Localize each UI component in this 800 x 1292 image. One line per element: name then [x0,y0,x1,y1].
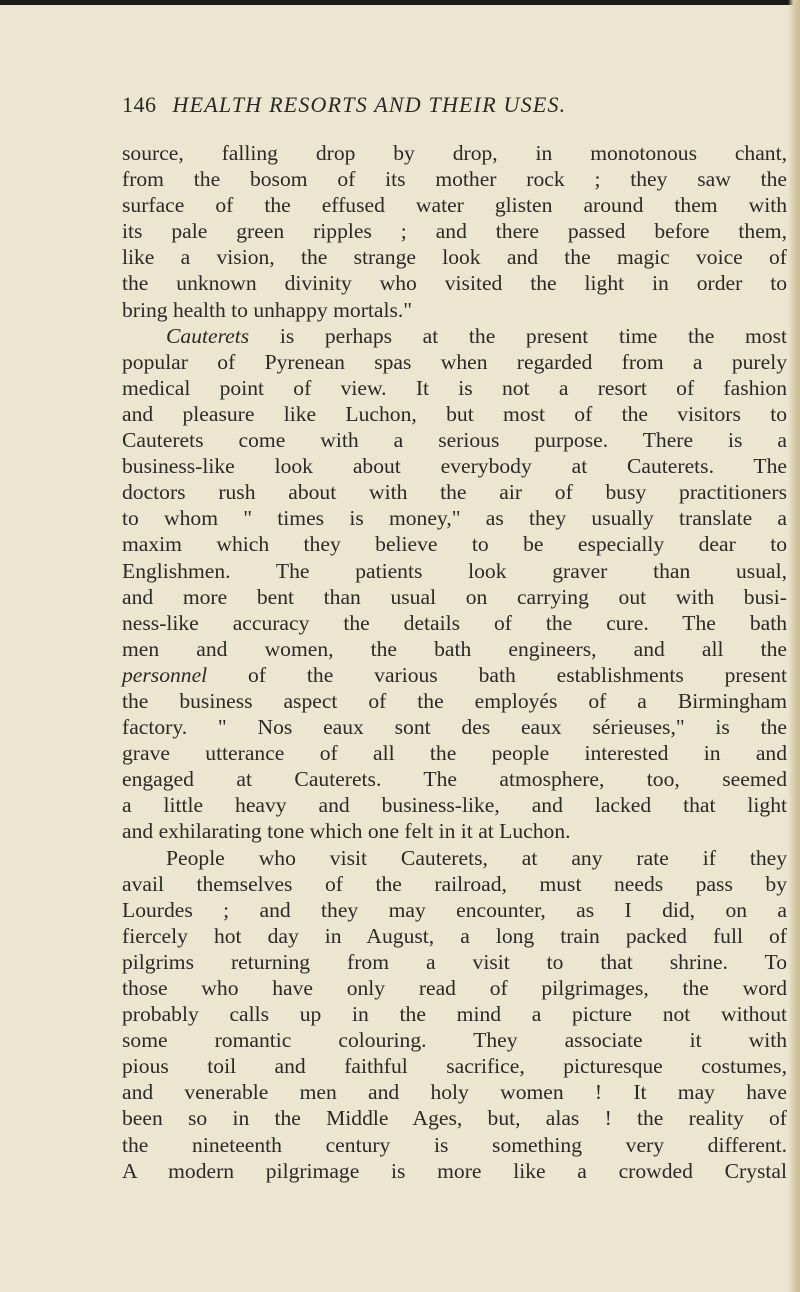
text-line: Cauterets come with a serious purpose. There is a [122,428,787,453]
text-line: probably calls up in the mind a picture not without [122,1002,787,1027]
text-line: its pale green ripples ; and there passed before them, [122,219,787,244]
text-line-rest: of the various bath establishments present [207,662,787,687]
text-line: men and women, the bath engineers, and all the [122,636,787,661]
text-line [122,662,787,688]
italic-term: personnel [122,662,208,687]
body-text [122,140,787,1184]
text-line: ness-like accuracy the details of the cure. The bath [122,610,787,635]
text-line: People who visit Cauterets, at any rate if they [166,845,787,870]
page-number: 146 [122,92,157,117]
text-line: those who have only read of pilgrimages, the word [122,976,787,1000]
text-line: avail themselves of the railroad, must needs pass by [122,871,787,896]
text-line: pilgrims returning from a visit to that shrine. To [122,949,787,974]
text-line: the unknown divinity who visited the light in order to [122,271,787,296]
text-line: and pleasure like Luchon, but most of the visitors to [122,401,787,426]
text-line: been so in the Middle Ages, but, alas ! the reality of [122,1106,787,1131]
text-line: popular of Pyrenean spas when regarded from a purely [122,349,787,374]
text-line: bring health to unhappy mortals." [122,297,413,322]
text-line: factory. " Nos eaux sont des eaux sérieuses," is the [122,715,787,740]
text-line: maxim which they believe to be especially dear to [122,532,787,557]
text-line: fiercely hot day in August, a long train packed full of [122,923,787,948]
text-line: Englishmen. The patients look graver than usual, [122,558,787,583]
text-line: the business aspect of the employés of a Birmingham [122,688,787,713]
italic-term: Cauterets [166,323,250,348]
text-line: surface of the effused water glisten around them with [122,193,787,218]
text-line: grave utterance of all the people interested in and [122,741,787,766]
text-line: like a vision, the strange look and the magic voice of [122,245,787,270]
text-line: pious toil and faithful sacrifice, picturesque costumes, [122,1054,787,1079]
text-line: and more bent than usual on carrying out with busi- [122,584,787,609]
text-line: doctors rush about with the air of busy practitioners [122,480,787,505]
text-line [122,323,787,349]
running-head [122,92,566,118]
text-line: from the bosom of its mother rock ; they saw the [122,167,787,192]
text-line: to whom " times is money," as they usually translate a [122,506,787,531]
book-title: HEALTH RESORTS AND THEIR USES. [172,92,567,117]
text-line: A modern pilgrimage is more like a crowded Crystal [122,1158,787,1183]
text-line: medical point of view. It is not a resort of fashion [122,375,787,400]
text-line: some romantic colouring. They associate it with [122,1028,787,1053]
text-line: Lourdes ; and they may encounter, as I did, on a [122,897,787,922]
text-line: the nineteenth century is something very different. [122,1132,787,1157]
text-line: and venerable men and holy women ! It may have [122,1080,787,1105]
text-line: source, falling drop by drop, in monotonous chant, [122,141,787,165]
page-edge-shadow [788,0,800,1292]
text-line: and exhilarating tone which one felt in it at Luchon. [122,819,571,844]
text-line: engaged at Cauterets. The atmosphere, too, seemed [122,767,787,792]
text-line: business-like look about everybody at Cauterets. The [122,454,787,479]
text-line-rest: is perhaps at the present time the most [249,323,787,348]
text-line: a little heavy and business-like, and lacked that light [122,793,787,818]
